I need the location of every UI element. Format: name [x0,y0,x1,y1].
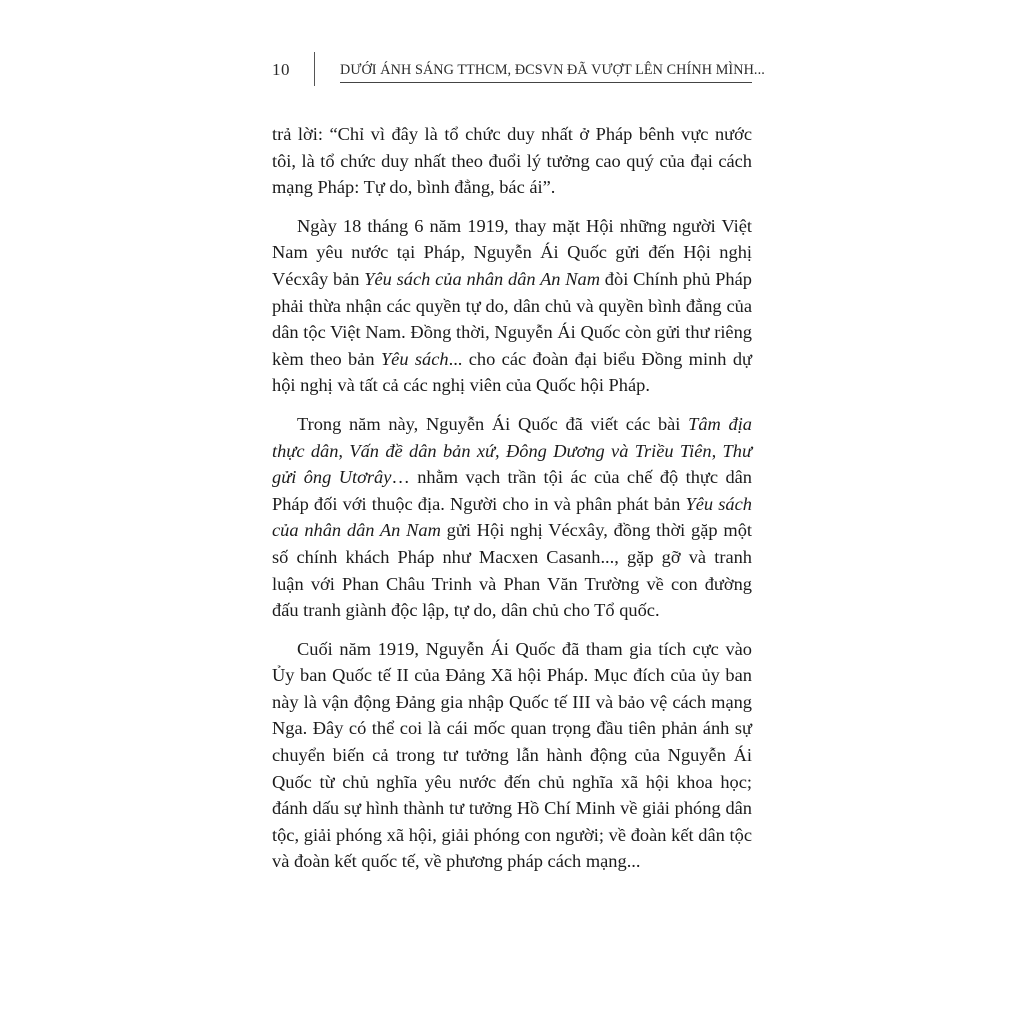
text-run: Trong năm này, Nguyễn Ái Quốc đã viết các bài [297,413,689,434]
running-title: DƯỚI ÁNH SÁNG TTHCM, ĐCSVN ĐÃ VƯỢT LÊN CHÍNH MÌNH... [340,62,765,78]
header-divider [314,52,315,86]
text-run: Cuối năm 1919, Nguyễn Ái Quốc đã tham gia tích cực vào Ủy ban Quốc tế II của Đảng Xã hội Pháp. Mục đích của ủy ban này là vận động Đảng gia nhập Quốc tế III và bảo vệ cách mạng Nga. Đây có thể coi là cái mốc quan trọng đầu tiên phản ánh sự chuyển biến cả trong tư tưởng lẫn hành động của Nguyễn Ái Quốc từ chủ nghĩa yêu nước đến chủ nghĩa xã hội khoa học; đánh dấu sự hình thành tư tưởng Hồ Chí Minh về giải phóng dân tộc, giải phóng xã hội, giải phóng con người; về đoàn kết dân tộc và đoàn kết quốc tế, về phương pháp cách mạng... [272,638,752,872]
page-number: 10 [272,60,290,79]
paragraph-3 [272,411,752,624]
paragraph-1 [272,121,752,201]
italic-run: Tâm địa thực dân, Vấn đề dân bản xứ, Đông Dương và Triều Tiên, Thư gửi ông Utơrây [272,413,752,488]
text-run: đòi Chính phủ Pháp phải thừa nhận các quyền tự do, dân chủ và quyền bình đẳng của dân tộc Việt Nam. Đồng thời, Nguyễn Ái Quốc còn gửi thư riêng kèm theo bản [272,268,752,369]
text-run: trả lời: “Chỉ vì đây là tổ chức duy nhất ở Pháp bênh vực nước tôi, là tổ chức duy nhất theo đuổi lý tưởng cao quý của đại cách mạng Pháp: Tự do, bình đẳng, bác ái”. [272,124,752,198]
text-run: ... cho các đoàn đại biểu Đồng minh dự hội nghị và tất cả các nghị viên của Quốc hội Pháp. [272,348,752,396]
text-run: … nhằm vạch trần tội ác của chế độ thực dân Pháp đối với thuộc địa. Người cho in và phân phát bản [272,467,752,514]
paragraph-2 [272,213,752,399]
paragraph-4 [272,636,752,875]
italic-run: Yêu sách [380,348,449,369]
running-head [268,52,765,92]
text-run: gửi Hội nghị Vécxây, đồng thời gặp một số chính khách Pháp như Macxen Casanh..., gặp gỡ và tranh luận với Phan Châu Trinh và Phan Văn Trường về con đường đấu tranh giành độc lập, tự do, dân chủ cho Tổ quốc. [272,520,752,621]
body-text [272,121,752,887]
header-rule [340,82,752,83]
italic-run: Yêu sách của nhân dân An Nam [364,268,601,289]
italic-run: Yêu sách của nhân dân An Nam [272,493,752,541]
text-run: Ngày 18 tháng 6 năm 1919, thay mặt Hội những người Việt Nam yêu nước tại Pháp, Nguyễn Ái Quốc gửi đến Hội nghị Vécxây bản [272,215,752,289]
